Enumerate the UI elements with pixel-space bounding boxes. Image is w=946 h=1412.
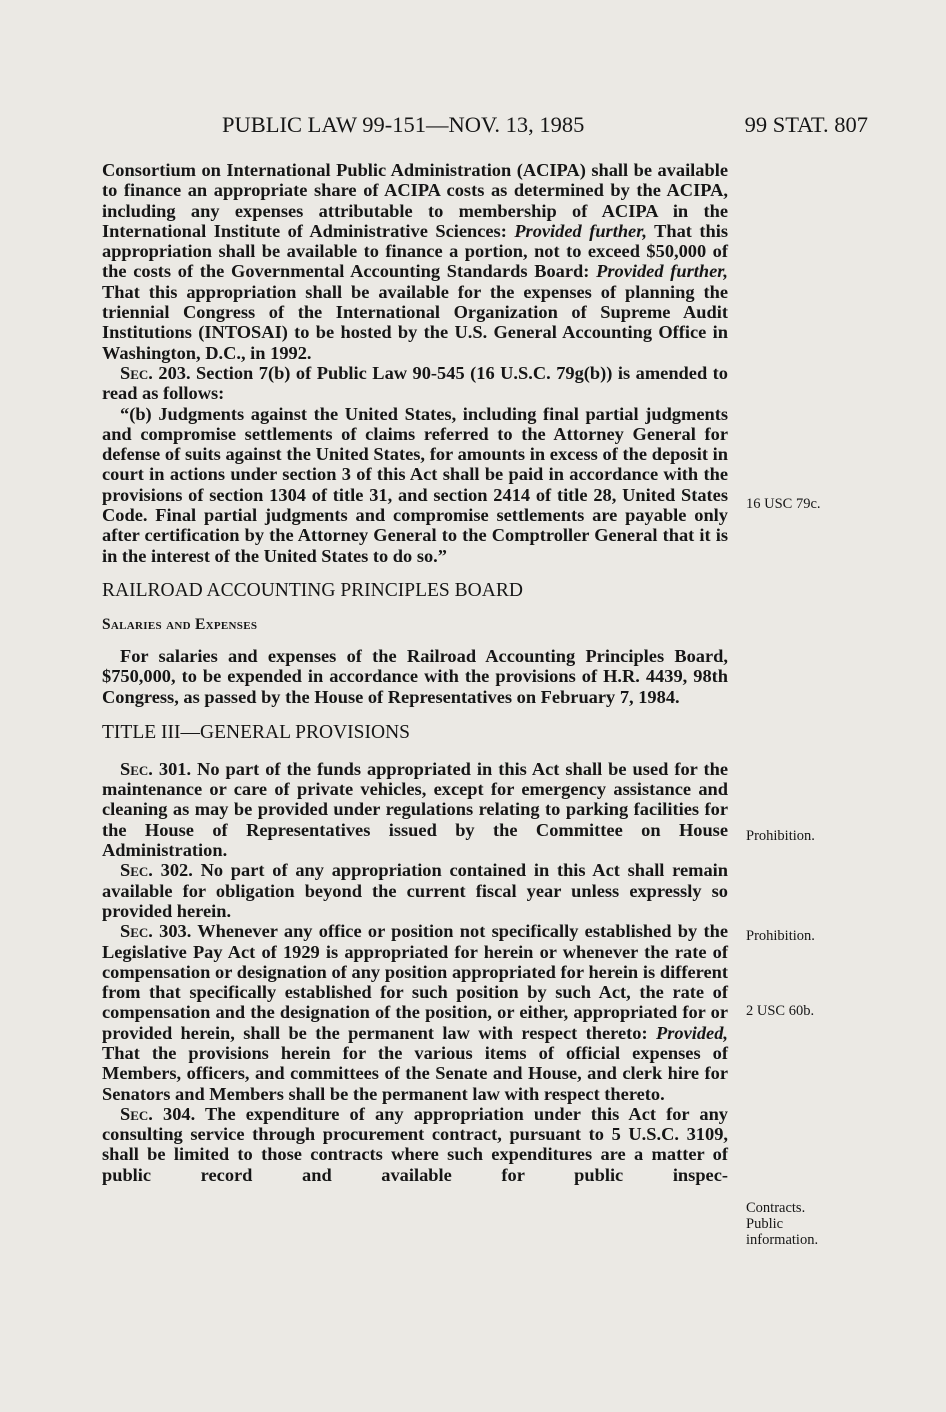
margin-note-prohibition: Prohibition.	[746, 828, 815, 844]
section-203: Sec. 203. Section 7(b) of Public Law 90-545 (16 U.S.C. 79g(b)) is amended to read as follows:	[102, 362, 728, 404]
section-label: Sec. 301.	[120, 758, 192, 779]
section-304: Sec. 304. The expenditure of any appropriation under this Act for any consulting service through procurement contract, pursuant to 5 U.S.C. 3109, shall be limited to those contracts where such expenditures are a matter of public record and available for public inspec-	[102, 1103, 729, 1185]
section-label: Sec. 303.	[120, 921, 192, 942]
salaries-heading: Salaries and Expenses	[102, 615, 258, 633]
paragraph-acipa: Consortium on International Public Administration (ACIPA) shall be available to finance an appropriate share of ACIPA costs as determined by the ACIPA, including any expenses attributable to membership of ACIPA in the International Institute of Administrative Sciences: Provided further, That this appropriation shall be available to finance a portion, not to exceed $50,000 of the costs of the Governmental Accounting Standards Board: Provided further, That this appropriation shall be available for the expenses of planning the triennial Congress of the International Organization of Supreme Audit Institutions (INTOSAI) to be hosted by the U.S. General Accounting Office in Washington, D.C., in 1992.	[102, 160, 728, 363]
railroad-heading: RAILROAD ACCOUNTING PRINCIPLES BOARD	[102, 579, 523, 601]
margin-note-16-usc: 16 USC 79c.	[746, 496, 821, 512]
header-stat: 99 STAT. 807	[744, 112, 868, 137]
title-iii-heading: TITLE III—GENERAL PROVISIONS	[102, 721, 410, 743]
margin-note-contracts: Contracts. Public information.	[746, 1200, 819, 1248]
section-302: Sec. 302. No part of any appropriation contained in this Act shall remain available for obligation beyond the current fiscal year unless expressly so provided herein.	[102, 860, 729, 921]
quoted-subsection-b: “(b) Judgments against the United States, including final partial judgments and compromise settlements of claims referred to the Attorney General for defense of suits against the United States, for amounts in excess of the deposit in court in actions under section 3 of this Act shall be paid in accordance with the provisions of section 1304 of title 31, and section 2414 of title 28, United States Code. Final partial judgments and compromise settlements are payable only after certification by the Attorney General to the Comptroller General that it is in the interest of the United States to do so.”	[102, 403, 728, 566]
railroad-paragraph: For salaries and expenses of the Railroad Accounting Principles Board, $750,000, to be expended in accordance with the provisions of H.R. 4439, 98th Congress, as passed by the House of Representatives on February 7, 1984.	[102, 645, 728, 707]
section-301: Sec. 301. No part of the funds appropriated in this Act shall be used for the maintenance or care of private vehicles, except for emergency assistance and cleaning as may be provided under regulations relating to parking facilities for the House of Representatives issued by the Committee on House Administration.	[102, 758, 728, 861]
section-label: Sec. 302.	[120, 860, 193, 881]
section-303: Sec. 303. Whenever any office or position not specifically established by the Legislative Pay Act of 1929 is appropriated for herein or whenever the rate of compensation or designation of any position appropriated for herein is different from that specifically established for such position by such Act, the rate of compensation and the designation of the position, or either, appropriated for or provided herein, shall be the permanent law with respect thereto: Provided, That the provisions herein for the various items of official expenses of Members, officers, and committees of the Senate and House, and clerk hire for Senators and Members shall be the permanent law with respect thereto.	[102, 921, 728, 1104]
body-text	[102, 160, 728, 1185]
section-label: Sec. 304.	[120, 1103, 196, 1124]
section-label: Sec. 203.	[120, 362, 191, 383]
page-header	[0, 112, 946, 142]
header-title: PUBLIC LAW 99-151—NOV. 13, 1985	[222, 112, 585, 137]
margin-note-2-usc: 2 USC 60b.	[746, 1003, 815, 1019]
margin-note-prohibition: Prohibition.	[746, 928, 815, 944]
